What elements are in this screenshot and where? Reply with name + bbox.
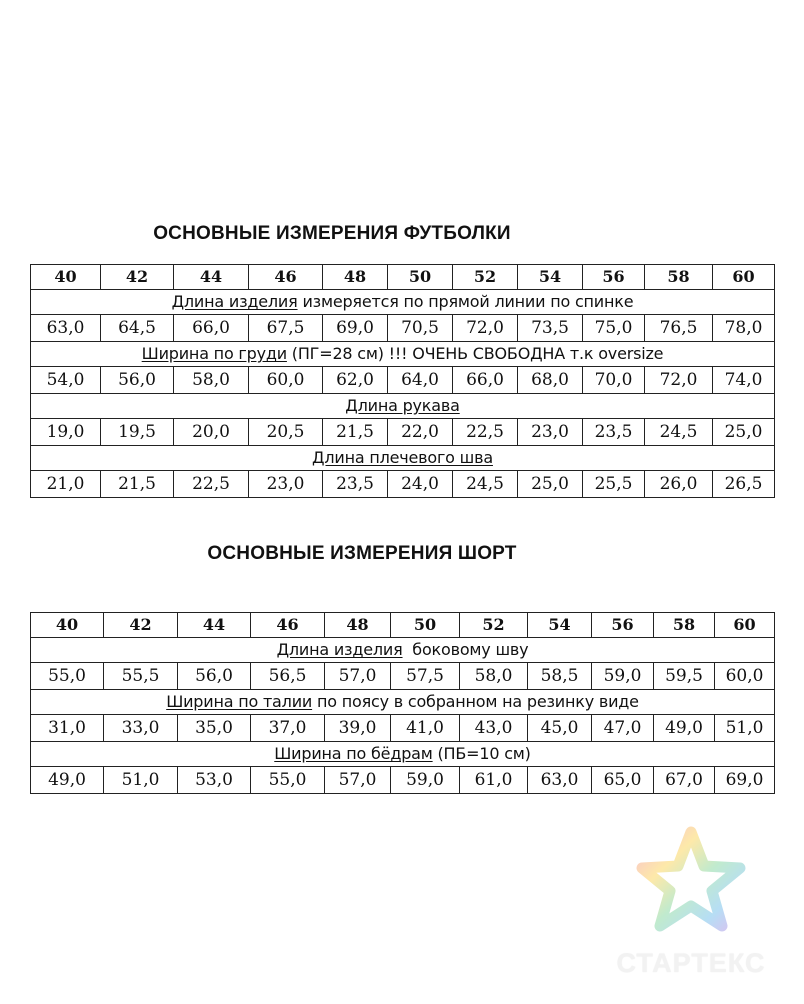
measurement-value-cell: 26,0 — [645, 471, 713, 498]
size-header-cell: 44 — [174, 265, 249, 290]
tshirt-measurements-title: ОСНОВНЫЕ ИЗМЕРЕНИЯ ФУТБОЛКИ — [153, 223, 511, 244]
measurement-value-cell: 56,5 — [251, 663, 325, 690]
measurement-value-cell: 24,0 — [388, 471, 453, 498]
measurement-value-cell: 19,5 — [101, 419, 174, 446]
measurement-value-cell: 58,0 — [174, 367, 249, 394]
measurement-label-row — [31, 638, 775, 663]
size-header-cell: 50 — [391, 613, 460, 638]
measurement-value-cell: 43,0 — [460, 715, 528, 742]
size-header-cell: 48 — [323, 265, 388, 290]
size-header-cell: 42 — [104, 613, 178, 638]
measurement-label — [31, 290, 775, 315]
measurement-value-cell: 55,5 — [104, 663, 178, 690]
measurement-value-cell: 51,0 — [104, 767, 178, 794]
measurement-value-cell: 24,5 — [645, 419, 713, 446]
star-logo-icon — [636, 826, 746, 941]
measurement-value-cell: 56,0 — [101, 367, 174, 394]
size-header-cell: 54 — [518, 265, 583, 290]
measurement-values-row — [31, 315, 775, 342]
size-header-cell: 44 — [178, 613, 251, 638]
tshirt-size-table — [30, 264, 775, 498]
measurement-value-cell: 78,0 — [713, 315, 775, 342]
measurement-value-cell: 21,5 — [101, 471, 174, 498]
measurement-value-cell: 49,0 — [31, 767, 104, 794]
measurement-value-cell: 25,5 — [583, 471, 645, 498]
measurement-value-cell: 55,0 — [251, 767, 325, 794]
measurement-label — [31, 742, 775, 767]
measurement-value-cell: 63,0 — [31, 315, 101, 342]
measurement-value-cell: 63,0 — [528, 767, 592, 794]
measurement-value-cell: 61,0 — [460, 767, 528, 794]
measurement-name: Ширина по бёдрам — [274, 744, 433, 763]
measurement-label-row — [31, 290, 775, 315]
measurement-value-cell: 60,0 — [249, 367, 323, 394]
measurement-value-cell: 65,0 — [592, 767, 654, 794]
measurement-value-cell: 66,0 — [453, 367, 518, 394]
measurement-value-cell: 51,0 — [715, 715, 775, 742]
measurement-value-cell: 37,0 — [251, 715, 325, 742]
measurement-value-cell: 25,0 — [713, 419, 775, 446]
measurement-values-row — [31, 419, 775, 446]
measurement-value-cell: 49,0 — [654, 715, 715, 742]
measurement-label-row — [31, 394, 775, 419]
measurement-value-cell: 60,0 — [715, 663, 775, 690]
size-header-cell: 60 — [715, 613, 775, 638]
measurement-value-cell: 23,5 — [583, 419, 645, 446]
measurement-label-row — [31, 342, 775, 367]
measurement-value-cell: 59,0 — [592, 663, 654, 690]
measurement-value-cell: 62,0 — [323, 367, 388, 394]
measurement-value-cell: 73,5 — [518, 315, 583, 342]
measurement-label — [31, 446, 775, 471]
measurement-note: (ПГ=28 см) !!! ОЧЕНЬ СВОБОДНА т.к oversize — [286, 344, 664, 363]
measurement-value-cell: 68,0 — [518, 367, 583, 394]
measurement-value-cell: 67,0 — [654, 767, 715, 794]
measurement-value-cell: 35,0 — [178, 715, 251, 742]
measurement-note: по поясу в собранном на резинку виде — [312, 692, 639, 711]
measurement-note: боковому шву — [402, 640, 529, 659]
size-header-cell: 40 — [31, 265, 101, 290]
measurement-value-cell: 69,0 — [323, 315, 388, 342]
measurement-values-row — [31, 663, 775, 690]
measurement-value-cell: 64,0 — [388, 367, 453, 394]
measurement-name: Длина плечевого шва — [312, 448, 493, 467]
measurement-value-cell: 20,0 — [174, 419, 249, 446]
measurement-value-cell: 19,0 — [31, 419, 101, 446]
size-header-cell: 40 — [31, 613, 104, 638]
measurement-value-cell: 69,0 — [715, 767, 775, 794]
measurement-value-cell: 72,0 — [453, 315, 518, 342]
measurement-value-cell: 39,0 — [325, 715, 391, 742]
measurement-value-cell: 23,5 — [323, 471, 388, 498]
shorts-measurements-title: ОСНОВНЫЕ ИЗМЕРЕНИЯ ШОРТ — [207, 543, 517, 564]
measurement-value-cell: 67,5 — [249, 315, 323, 342]
measurement-value-cell: 45,0 — [528, 715, 592, 742]
measurement-value-cell: 59,0 — [391, 767, 460, 794]
shorts-size-table — [30, 612, 775, 794]
size-header-cell: 50 — [388, 265, 453, 290]
startex-watermark — [596, 826, 786, 986]
measurement-value-cell: 22,5 — [174, 471, 249, 498]
measurement-value-cell: 24,5 — [453, 471, 518, 498]
measurement-value-cell: 22,5 — [453, 419, 518, 446]
measurement-value-cell: 57,0 — [325, 663, 391, 690]
size-header-row — [31, 265, 775, 290]
measurement-value-cell: 41,0 — [391, 715, 460, 742]
measurement-values-row — [31, 715, 775, 742]
measurement-value-cell: 21,0 — [31, 471, 101, 498]
size-header-cell: 48 — [325, 613, 391, 638]
measurement-note: (ПБ=10 см) — [432, 744, 531, 763]
measurement-label — [31, 394, 775, 419]
measurement-value-cell: 76,5 — [645, 315, 713, 342]
size-header-cell: 42 — [101, 265, 174, 290]
size-header-cell: 56 — [583, 265, 645, 290]
measurement-value-cell: 57,5 — [391, 663, 460, 690]
size-header-cell: 58 — [654, 613, 715, 638]
measurement-label-row — [31, 446, 775, 471]
measurement-value-cell: 47,0 — [592, 715, 654, 742]
measurement-values-row — [31, 471, 775, 498]
measurement-name: Ширина по груди — [141, 344, 287, 363]
measurement-value-cell: 22,0 — [388, 419, 453, 446]
size-header-cell: 56 — [592, 613, 654, 638]
measurement-label — [31, 342, 775, 367]
measurement-value-cell: 70,0 — [583, 367, 645, 394]
measurement-value-cell: 74,0 — [713, 367, 775, 394]
measurement-value-cell: 21,5 — [323, 419, 388, 446]
measurement-label-row — [31, 690, 775, 715]
measurement-values-row — [31, 767, 775, 794]
measurement-name: Длина рукава — [345, 396, 460, 415]
measurement-value-cell: 23,0 — [518, 419, 583, 446]
measurement-value-cell: 31,0 — [31, 715, 104, 742]
measurement-label — [31, 690, 775, 715]
measurement-note: измеряется по прямой линии по спинке — [297, 292, 634, 311]
size-header-cell: 52 — [453, 265, 518, 290]
measurement-value-cell: 72,0 — [645, 367, 713, 394]
measurement-value-cell: 25,0 — [518, 471, 583, 498]
measurement-value-cell: 20,5 — [249, 419, 323, 446]
measurement-value-cell: 75,0 — [583, 315, 645, 342]
measurement-value-cell: 57,0 — [325, 767, 391, 794]
measurement-value-cell: 66,0 — [174, 315, 249, 342]
measurement-label-row — [31, 742, 775, 767]
size-header-cell: 46 — [251, 613, 325, 638]
measurement-value-cell: 58,0 — [460, 663, 528, 690]
size-header-cell: 46 — [249, 265, 323, 290]
measurement-value-cell: 59,5 — [654, 663, 715, 690]
measurement-value-cell: 54,0 — [31, 367, 101, 394]
measurement-value-cell: 55,0 — [31, 663, 104, 690]
size-header-cell: 60 — [713, 265, 775, 290]
measurement-value-cell: 56,0 — [178, 663, 251, 690]
measurement-value-cell: 64,5 — [101, 315, 174, 342]
measurement-value-cell: 58,5 — [528, 663, 592, 690]
measurement-name: Длина изделия — [171, 292, 298, 311]
measurement-label — [31, 638, 775, 663]
measurement-value-cell: 53,0 — [178, 767, 251, 794]
measurement-name: Длина изделия — [276, 640, 403, 659]
measurement-value-cell: 23,0 — [249, 471, 323, 498]
measurement-value-cell: 26,5 — [713, 471, 775, 498]
measurement-value-cell: 33,0 — [104, 715, 178, 742]
size-header-row — [31, 613, 775, 638]
measurement-value-cell: 70,5 — [388, 315, 453, 342]
size-header-cell: 52 — [460, 613, 528, 638]
measurement-name: Ширина по талии — [166, 692, 313, 711]
watermark-text: СТАРТЕКС — [616, 948, 766, 978]
size-header-cell: 58 — [645, 265, 713, 290]
size-header-cell: 54 — [528, 613, 592, 638]
measurement-values-row — [31, 367, 775, 394]
